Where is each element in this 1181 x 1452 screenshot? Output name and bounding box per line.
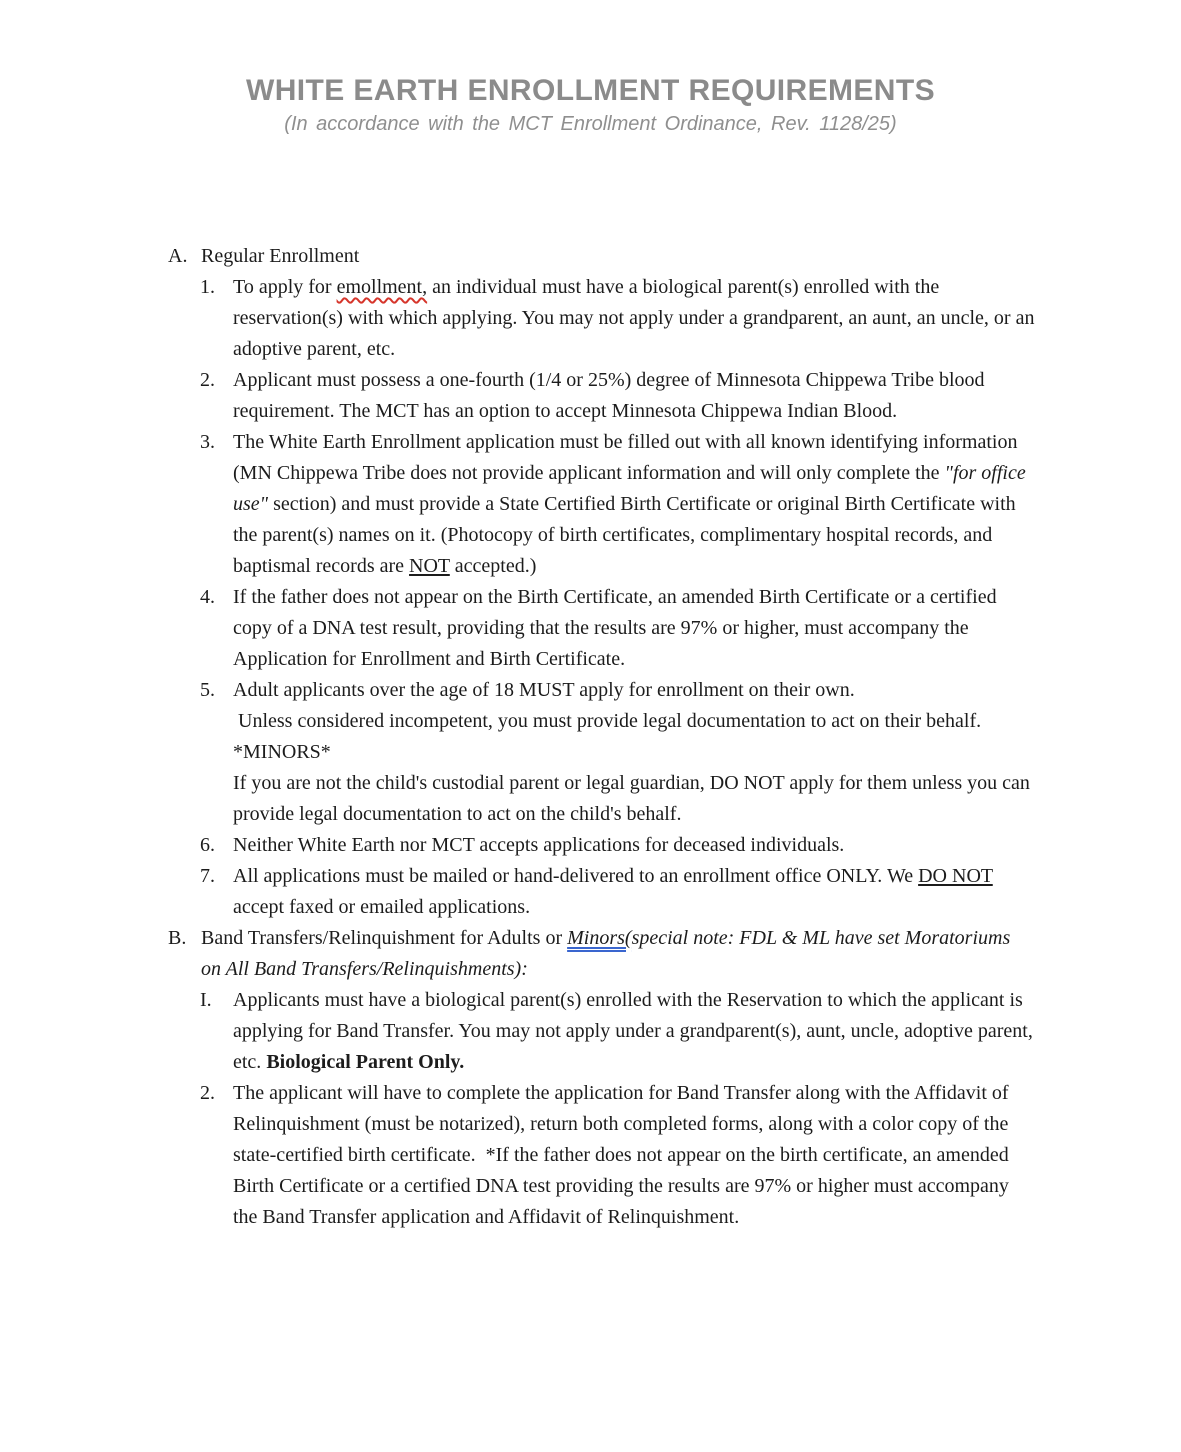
- text-run: Band Transfers/Relinquishment for Adults or: [201, 927, 568, 949]
- text-run: If the father does not appear on the Birth Certificate, an amended Birth Certificate or a certified copy of a DNA test result, providing that the results are 97% or higher, must accompany the Application for Enrollment and Birth Certificate.: [233, 586, 997, 670]
- text-run: special note: FDL & ML have set Moratoriums on All Band Transfers/Relinquishments):: [201, 927, 1011, 980]
- item-marker: I.: [200, 989, 212, 1011]
- item-marker: 7.: [200, 865, 215, 887]
- text-run: an individual must have a biological parent(s) enrolled with the reservation(s) with which applying. You may not apply under a grandparent, an aunt, an uncle, or an adoptive parent, etc.: [233, 276, 1035, 360]
- text-run: DO NOT: [918, 865, 993, 887]
- text-run: Neither White Earth nor MCT accepts applications for deceased individuals.: [233, 834, 845, 856]
- text-run: accepted.): [449, 555, 537, 577]
- text-run: The White Earth Enrollment application must be filled out with all known identifying information (MN Chippewa Tribe does not provide applicant information and will only complete the: [233, 431, 1018, 484]
- list-item: [200, 830, 1035, 861]
- text-run: All applications must be mailed or hand-delivered to an enrollment office ONLY. We: [233, 865, 919, 887]
- item-marker: 6.: [200, 834, 215, 856]
- list-item: [200, 675, 1035, 830]
- text-run: NOT: [409, 555, 450, 577]
- list-item: [200, 427, 1035, 582]
- text-run: accept faxed or emailed applications.: [233, 896, 531, 918]
- item-text: [233, 675, 1035, 830]
- item-marker: 1.: [200, 276, 215, 298]
- page-subtitle: (In accordance with the MCT Enrollment Ordinance, Rev. 1128/25): [284, 113, 897, 135]
- text-run: Adult applicants over the age of 18 MUST apply for enrollment on their own.: [233, 679, 855, 701]
- document-body: [168, 241, 1035, 1233]
- text-run: To apply for: [233, 276, 337, 298]
- text-run: The applicant will have to complete the application for Band Transfer along with the Affidavit of Relinquishment (must be notarized), return both completed forms, along with a color copy of the state-certified birth certificate. *If the father does not appear on the birth certificate, an amended Birth Certificate or a certified DNA test providing the results are 97% or higher must accompany the Band Transfer application and Affidavit of Relinquishment.: [233, 1082, 1009, 1228]
- text-run: Unless considered incompetent, you must provide legal documentation to act on their behalf.: [233, 710, 982, 732]
- text-run: If you are not the child's custodial parent or legal guardian, DO NOT apply for them unless you can provide legal documentation to act on the child's behalf.: [233, 772, 1030, 825]
- item-marker: 2.: [200, 369, 215, 391]
- item-text: [233, 272, 1035, 365]
- list-item: [200, 985, 1035, 1078]
- text-run: section) and must provide a State Certified Birth Certificate or original Birth Certificate with the parent(s) names on it. (Photocopy of birth certificates, complimentary hospital records, and baptismal records are: [233, 493, 1016, 577]
- section-band-transfers: [168, 923, 1035, 1233]
- section-heading: [168, 923, 1035, 985]
- item-list: [168, 272, 1035, 923]
- item-marker: 2.: [200, 1082, 215, 1104]
- section-title: [201, 923, 1035, 985]
- text-run: Applicants must have a biological parent(s) enrolled with the Reservation to which the applicant is applying for Band Transfer. You may not apply under a grandparent(s), aunt, uncle, adoptive parent, etc.: [233, 989, 1033, 1073]
- text-run: Minors(: [567, 927, 632, 949]
- text-run: *MINORS*: [233, 741, 331, 763]
- text-run: Biological Parent Only.: [266, 1051, 465, 1073]
- item-text: [233, 985, 1035, 1078]
- item-marker: 3.: [200, 431, 215, 453]
- item-text: [233, 1078, 1035, 1233]
- list-item: [200, 861, 1035, 923]
- list-item: [200, 365, 1035, 427]
- section-title: [201, 241, 1035, 272]
- text-run: "for office use": [233, 462, 1026, 515]
- text-run: Regular Enrollment: [201, 245, 360, 267]
- text-run: Applicant must possess a one-fourth (1/4 or 25%) degree of Minnesota Chippewa Tribe blood requirement. The MCT has an option to accept Minnesota Chippewa Indian Blood.: [233, 369, 985, 422]
- item-marker: 5.: [200, 679, 215, 701]
- page-title: WHITE EARTH ENROLLMENT REQUIREMENTS: [246, 74, 935, 107]
- section-heading: [168, 241, 1035, 272]
- item-text: [233, 582, 1035, 675]
- list-item: [200, 1078, 1035, 1233]
- list-item: [200, 582, 1035, 675]
- item-list: [168, 985, 1035, 1233]
- item-marker: 4.: [200, 586, 215, 608]
- item-text: [233, 427, 1035, 582]
- section-regular-enrollment: [168, 241, 1035, 923]
- item-text: [233, 861, 1035, 923]
- section-label: A.: [168, 245, 188, 267]
- list-item: [200, 272, 1035, 365]
- text-run: emollment,: [336, 276, 428, 298]
- item-text: [233, 830, 1035, 861]
- section-label: B.: [168, 927, 187, 949]
- document-header: [0, 0, 1181, 136]
- item-text: [233, 365, 1035, 427]
